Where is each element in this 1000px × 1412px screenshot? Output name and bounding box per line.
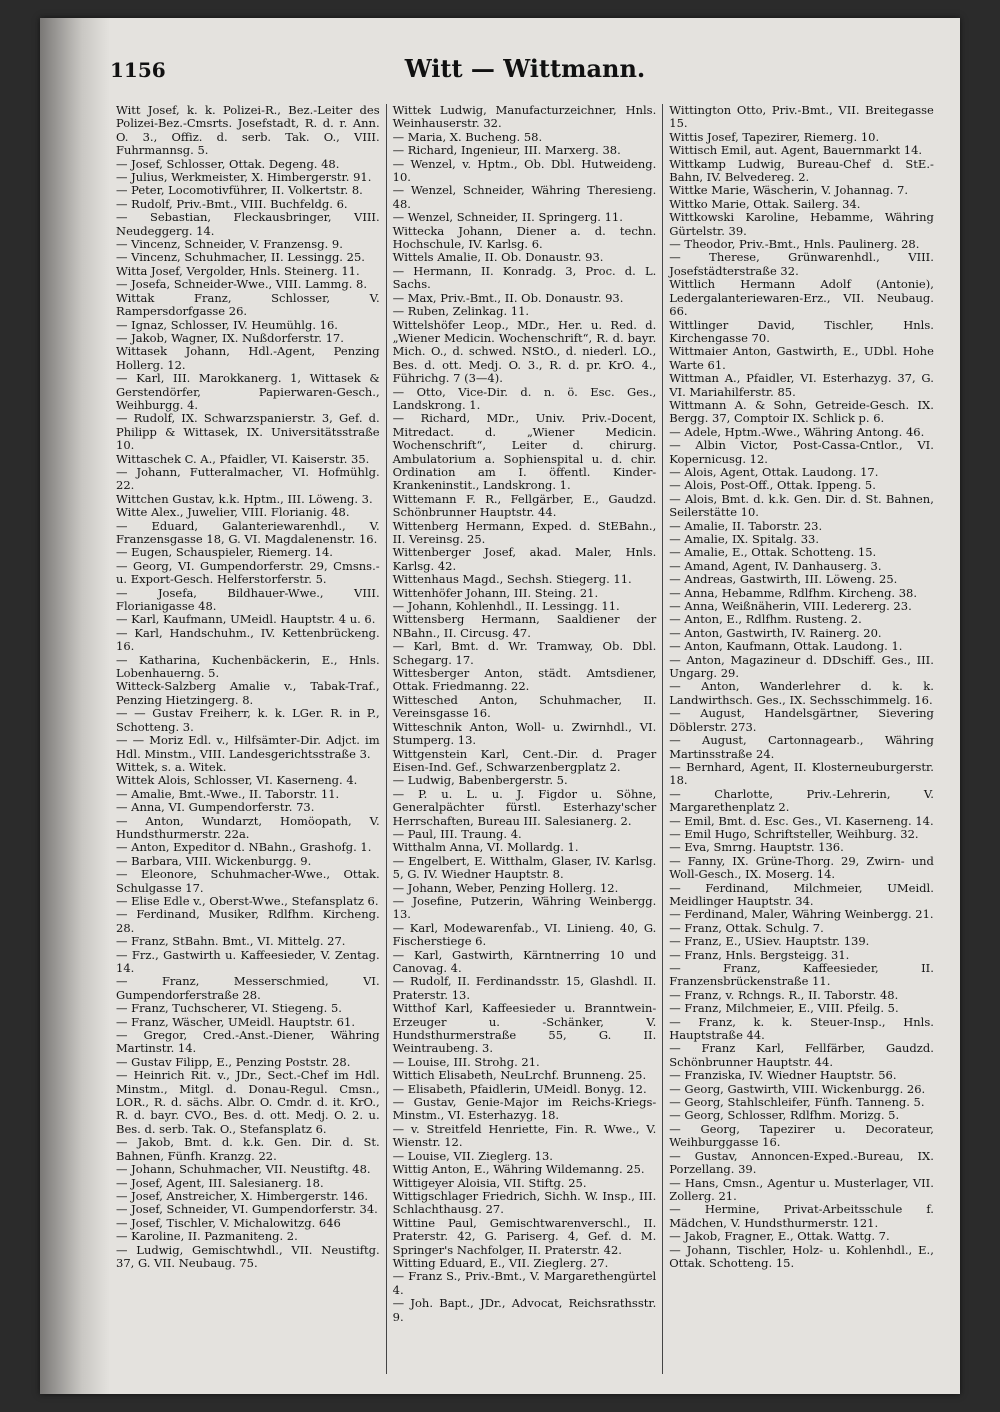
directory-entry: — Georg, Stahlschleifer, Fünfh. Tanneng. 5. [669,1095,925,1110]
directory-entry: — Amalie, E., Ottak. Schotteng. 15. [669,545,877,560]
directory-entry: — Georg, Tapezirer u. Decorateur, Weihburggasse 16. [669,1121,934,1150]
directory-entry: — Rudolf, Priv.-Bmt., VIII. Buchfeldg. 6. [116,196,348,211]
directory-entry: — Johann, Weber, Penzing Hollerg. 12. [392,880,619,895]
directory-entry: — Adele, Hptm.-Wwe., Währing Antong. 46. [669,424,925,439]
directory-entry: — Franz, Wäscher, UMeidl. Hauptstr. 61. [116,1014,355,1029]
directory-entry: — Anton, Magazineur d. DDschiff. Ges., III. Ungarg. 29. [669,652,934,681]
directory-entry: — Franz, StBahn. Bmt., VI. Mittelg. 27. [116,934,346,949]
directory-entry: Wittich Elisabeth, NeuLrchf. Brunneng. 25. [392,1068,647,1083]
directory-entry: — Johann, Tischler, Holz- u. Kohlenhdl., E., Ottak. Schotteng. 15. [669,1242,934,1270]
directory-entry: — Peter, Locomotivführer, II. Volkertstr. 8. [116,183,363,198]
directory-entry: — Ferdinand, Maler, Währing Weinbergg. 21. [669,907,934,922]
directory-entry: — Anna, VI. Gumpendorferstr. 73. [116,800,315,815]
directory-entry: — Karl, Modewarenfab., VI. Linieng. 40, G. Fischerstiege 6. [392,920,657,949]
directory-entry: Witteschnik Anton, Woll- u. Zwirnhdl., VI. Stumperg. 13. [392,719,657,748]
directory-entry: — Anton, Wundarzt, Homöopath, V. Hundsthurmerstr. 22a. [116,813,380,841]
directory-entry: Wittington Otto, Priv.-Bmt., VII. Breitegasse 15. [669,104,934,131]
directory-entry: — Franz S., Priv.-Bmt., V. Margarethengürtel 4. [392,1269,657,1297]
directory-entry: Wittmann A. & Sohn, Getreide-Gesch. IX. Bergg. 37, Comptoir IX. Schlick p. 6. [669,397,934,426]
directory-entry: — Georg, VI. Gumpendorferstr. 29, Cmsns.- u. Export-Gesch. Helferstorferstr. 5. [116,558,380,587]
directory-entry: Wittenhaus Magd., Sechsh. Stiegerg. 11. [392,572,632,587]
directory-entry: — Josef, Tischler, V. Michalowitzg. 646 [116,1215,341,1230]
directory-entry: Witthof Karl, Kaffeesieder u. Branntwein-Erzeuger u. -Schänker, V. Hundsthurmerstraße 55, G. II. Weintraubeng. 3. [392,1001,657,1056]
directory-entry: — Anton, Kaufmann, Ottak. Laudong. 1. [669,639,903,654]
directory-entry: — Frz., Gastwirth u. Kaffeesieder, V. Zentag. 14. [116,947,380,975]
directory-entry: — Gustav Filipp, E., Penzing Poststr. 28. [116,1054,351,1069]
directory-entry: — Emil, Bmt. d. Esc. Ges., VI. Kaserneng. 14. [669,813,934,828]
directory-entry: — Ludwig, Gemischtwhdl., VII. Neustiftg. 37, G. VII. Neubaug. 75. [116,1242,380,1270]
directory-entry: — Richard, MDr., Univ. Priv.-Docent, Mitredact. d. „Wiener Medicin. Wochenschrift“, Leiter d. chirurg. Ambulatorium a. Sophienspital u. d. chir. Ordination am I. öffentl. Kinder-Krankeninstit., Landskrong. 1. [392,411,657,493]
directory-entry: Wittenberger Josef, akad. Maler, Hnls. Karlsg. 42. [392,545,657,573]
directory-entry: Wittkowski Karoline, Hebamme, Währing Gürtelstr. 39. [669,210,934,238]
directory-entry: Wittchen Gustav, k.k. Hptm., III. Löweng. 3. [116,491,373,506]
directory-entry: — Max, Priv.-Bmt., II. Ob. Donaustr. 93. [392,290,624,305]
directory-entry: — Therese, Grünwarenhdl., VIII. Josefstädterstraße 32. [669,250,934,278]
directory-entry: Wittesberger Anton, städt. Amtsdiener, Ottak. Friedmanng. 22. [392,666,657,694]
directory-entry: — Julius, Werkmeister, X. Himbergerstr. 91. [116,170,372,185]
directory-entry: — Rudolf, II. Ferdinandsstr. 15, Glashdl. II. Praterstr. 13. [392,974,657,1002]
directory-entry: Witting Eduard, E., VII. Zieglerg. 27. [392,1255,609,1270]
directory-page [40,18,960,1394]
directory-entry: — Richard, Ingenieur, III. Marxerg. 38. [392,143,621,158]
directory-entry: — Elisabeth, Pfaidlerin, UMeidl. Bonyg. 12. [392,1081,647,1096]
directory-entry: Witt Josef, k. k. Polizei-R., Bez.-Leiter des Polizei-Bez.-Cmsrts. Josefstadt, R. d. r. Ann. O. 3., Offiz. d. serb. Tak. O., VIII. Fuhrmannsg. 5. [116,104,380,158]
directory-entry: Wittelshöfer Leop., MDr., Her. u. Red. d. „Wiener Medicin. Wochenschrift“, R. d. bayr. Mich. O., d. schwed. NStO., d. niederl. LO., Bes. d. ott. Medj. O. 3., R. d. pr. KrO. 4., Führichg. 7 (3—4). [392,317,657,386]
directory-entry: — Bernhard, Agent, II. Klosterneuburgerstr. 18. [669,759,934,788]
directory-entry: — Otto, Vice-Dir. d. n. ö. Esc. Ges., Landskrong. 1. [392,384,657,412]
directory-entry: — Vincenz, Schuhmacher, II. Lessingg. 25. [116,250,365,265]
directory-entry: — Franziska, IV. Wiedner Hauptstr. 56. [669,1068,897,1083]
directory-entry: — Anna, Weißnäherin, VIII. Ledererg. 23. [669,599,912,614]
directory-entry: — Charlotte, Priv.-Lehrerin, V. Margarethenplatz 2. [669,786,934,815]
directory-entry: Wittenberg Hermann, Exped. d. StEBahn., II. Vereinsg. 25. [392,518,657,546]
directory-entry: — Wenzel, Schneider, Währing Theresieng. 48. [392,183,657,211]
directory-entry: — Karl, Kaufmann, UMeidl. Hauptstr. 4 u. 6. [116,612,376,627]
directory-entry: — August, Handelsgärtner, Sievering Döblerstr. 273. [669,706,934,734]
directory-entry: Wittensberg Hermann, Saaldiener der NBahn., II. Circusg. 47. [392,612,657,640]
directory-entry: Wittisch Emil, aut. Agent, Bauernmarkt 14. [669,143,923,158]
directory-entry: — Anna, Hebamme, Rdlfhm. Kircheng. 38. [669,585,918,600]
directory-entry: Witteck-Salzberg Amalie v., Tabak-Traf., Penzing Hietzingerg. 8. [116,679,380,707]
directory-entry: — Jakob, Bmt. d. k.k. Gen. Dir. d. St. Bahnen, Fünfh. Kranzg. 22. [116,1135,380,1163]
directory-entry: Wittlinger David, Tischler, Hnls. Kirchengasse 70. [669,317,934,345]
directory-entry: — Josef, Anstreicher, X. Himbergerstr. 146. [116,1188,369,1203]
directory-entry: — Theodor, Priv.-Bmt., Hnls. Paulinerg. 28. [669,237,920,252]
directory-entry: — Jakob, Wagner, IX. Nußdorferstr. 17. [116,330,344,345]
directory-entry: Wittlich Hermann Adolf (Antonie), Ledergalanteriewaren-Erz., VII. Neubaug. 66. [669,277,934,319]
directory-entry: — Ferdinand, Musiker, Rdlfhm. Kircheng. 28. [116,907,380,935]
directory-entry: — Gustav, Annoncen-Exped.-Bureau, IX. Porzellang. 39. [669,1148,934,1177]
directory-entry: — Barbara, VIII. Wickenburgg. 9. [116,853,312,868]
directory-entry: — Johann, Schuhmacher, VII. Neustiftg. 48. [116,1162,371,1177]
directory-entry: Wittek Ludwig, Manufacturzeichner, Hnls. Weinhauserstr. 32. [392,104,657,131]
directory-entry: — Gregor, Cred.-Anst.-Diener, Währing Martinstr. 14. [116,1028,380,1056]
directory-entry: — Eduard, Galanteriewarenhdl., V. Franzensgasse 18, G. VI. Magdalenenstr. 16. [116,518,380,546]
directory-entry: — Franz, v. Rchngs. R., II. Taborstr. 48. [669,987,899,1002]
column-2 [387,104,664,1374]
directory-entry: — Amalie, IX. Spitalg. 33. [669,532,820,546]
directory-entry: — Karl, Bmt. d. Wr. Tramway, Ob. Dbl. Schegarg. 17. [392,639,657,667]
directory-entry: — Franz, Ottak. Schulg. 7. [669,920,824,935]
directory-entry: — Karl, Handschuhm., IV. Kettenbrückeng. 16. [116,625,380,654]
directory-entry: Wittis Josef, Tapezirer, Riemerg. 10. [669,129,880,144]
directory-entry: — Amalie, II. Taborstr. 23. [669,518,823,533]
directory-entry: — Franz, Hnls. Bergsteigg. 31. [669,947,850,962]
directory-entry: Wittig Anton, E., Währing Wildemanng. 25. [392,1162,645,1177]
directory-entry: — Anton, Wanderlehrer d. k. k. Landwirthsch. Ges., IX. Sechsschimmelg. 16. [669,679,934,707]
directory-entry: — Ferdinand, Milchmeier, UMeidl. Meidlinger Hauptstr. 34. [669,880,934,908]
directory-entry: Wittesched Anton, Schuhmacher, II. Vereinsgasse 16. [392,692,657,721]
directory-entry: — Anton, E., Rdlfhm. Rusteng. 2. [669,612,862,627]
directory-entry: — Andreas, Gastwirth, III. Löweng. 25. [669,572,898,587]
directory-entry: — Ludwig, Babenbergerstr. 5. [392,773,568,788]
directory-entry: Wittaschek C. A., Pfaidler, VI. Kaiserstr. 35. [116,451,370,466]
directory-entry: — Josefa, Bildhauer-Wwe., VIII. Florianigasse 48. [116,585,380,614]
directory-entry: — Franz Karl, Fellfärber, Gaudzd. Schönbrunner Hauptstr. 44. [669,1041,934,1069]
directory-entry: — Josef, Agent, III. Salesianerg. 18. [116,1175,324,1190]
directory-entry: — Hermann, II. Konradg. 3, Proc. d. L. Sachs. [392,263,657,292]
directory-entry: — Georg, Schlosser, Rdlfhm. Morizg. 5. [669,1108,900,1123]
directory-entry: — Engelbert, E. Witthalm, Glaser, IV. Karlsg. 5, G. IV. Wiedner Hauptstr. 8. [392,853,657,882]
directory-entry: — Wenzel, Schneider, II. Springerg. 11. [392,210,623,225]
directory-entry: — v. Streitfeld Henriette, Fin. R. Wwe., V. Wienstr. 12. [392,1121,657,1150]
page-number: 1156 [110,58,166,82]
directory-entry: Wittkamp Ludwig, Bureau-Chef d. StE.-Bahn, IV. Belvedereg. 2. [669,156,934,185]
column-3 [663,104,940,1374]
directory-entry: — Franz, k. k. Steuer-Insp., Hnls. Hauptstraße 44. [669,1014,934,1043]
directory-entry: — — Gustav Freiherr, k. k. LGer. R. in P., Schotteng. 3. [116,706,380,734]
directory-entry: — Katharina, Kuchenbäckerin, E., Hnls. Lobenhauerng. 5. [116,652,380,681]
directory-entry: — Josef, Schneider, VI. Gumpendorferstr. 34. [116,1202,378,1217]
directory-entry: Wittecka Johann, Diener a. d. techn. Hochschule, IV. Karlsg. 6. [392,223,657,252]
directory-entry: — Franz, Tuchscherer, VI. Stiegeng. 5. [116,1001,342,1016]
directory-entry: — Amand, Agent, IV. Danhauserg. 3. [669,558,882,573]
directory-entry: — Anton, Expeditor d. NBahn., Grashofg. 1. [116,840,372,855]
directory-entry: — Heinrich Rit. v., JDr., Sect.-Chef im Hdl. Minstm., Mitgl. d. Donau-Regul. Cmsn., LOR., R. d. sächs. Albr. O. Cmdr. d. it. KrO., R. d. bayr. CVO., Bes. d. ott. Medj. O. 2. u. Bes. d. serb. Tak. O., Stefansplatz 6. [116,1068,380,1136]
directory-entry: Wittko Marie, Ottak. Sailerg. 34. [669,196,861,211]
directory-entry: Wittman A., Pfaidler, VI. Esterhazyg. 37, G. VI. Mariahilferstr. 85. [669,371,934,399]
directory-entry: — Wenzel, v. Hptm., Ob. Dbl. Hutweideng. 10. [392,156,657,185]
directory-entry: Witta Josef, Vergolder, Hnls. Steinerg. 11. [116,263,360,278]
directory-entry: — Eva, Smrng. Hauptstr. 136. [669,840,844,855]
directory-entry: — Johann, Futteralmacher, VI. Hofmühlg. 22. [116,464,380,493]
directory-entry: — August, Cartonnagearb., Währing Martinsstraße 24. [669,733,934,761]
directory-entry: Witthalm Anna, VI. Mollardg. 1. [392,840,579,855]
column-1 [110,104,387,1374]
directory-entry: — Paul, III. Traung. 4. [392,826,522,841]
directory-entry: Wittasek Johann, Hdl.-Agent, Penzing Hollerg. 12. [116,344,380,372]
directory-entry: — Maria, X. Bucheng. 58. [392,129,543,144]
directory-entry: Wittek, s. a. Witek. [116,759,227,774]
directory-entry: — Josef, Schlosser, Ottak. Degeng. 48. [116,156,340,171]
directory-entry: — Josefa, Schneider-Wwe., VIII. Lammg. 8. [116,277,367,292]
directory-entry: — Karoline, II. Pazmaniteng. 2. [116,1229,298,1244]
directory-entry: — Amalie, Bmt.-Wwe., II. Taborstr. 11. [116,786,340,801]
directory-entry: Wittigschlager Friedrich, Sichh. W. Insp., III. Schlachthausg. 27. [392,1188,657,1217]
directory-entry: — Vincenz, Schneider, V. Franzensg. 9. [116,237,343,252]
directory-columns [110,104,940,1374]
directory-entry: — Alois, Agent, Ottak. Laudong. 17. [669,464,879,479]
directory-entry: — Elise Edle v., Oberst-Wwe., Stefansplatz 6. [116,893,379,908]
directory-entry: Wittemann F. R., Fellgärber, E., Gaudzd. Schönbrunner Hauptstr. 44. [392,491,657,520]
directory-entry: — Louise, VII. Zieglerg. 13. [392,1148,553,1163]
directory-entry: — Anton, Gastwirth, IV. Rainerg. 20. [669,625,882,640]
directory-entry: — Josefine, Putzerin, Währing Weinbergg. 13. [392,893,657,922]
directory-entry: — Sebastian, Fleckausbringer, VIII. Neudeggerg. 14. [116,210,380,238]
directory-entry: — Hermine, Privat-Arbeitsschule f. Mädchen, V. Hundsthurmerstr. 121. [669,1202,934,1230]
directory-entry: — Jakob, Fragner, E., Ottak. Wattg. 7. [669,1229,890,1244]
directory-entry: — Franz, Messerschmied, VI. Gumpendorferstraße 28. [116,974,380,1002]
directory-entry: — Joh. Bapt., JDr., Advocat, Reichsrathsstr. 9. [392,1296,657,1324]
page-gutter [40,18,110,1394]
directory-entry: — Louise, III. Strohg. 21. [392,1054,540,1069]
directory-entry: — Franz, Kaffeesieder, II. Franzensbrückenstraße 11. [669,961,934,989]
directory-entry: — Ignaz, Schlosser, IV. Heumühlg. 16. [116,317,338,332]
directory-entry: — Johann, Kohlenhdl., II. Lessingg. 11. [392,599,620,614]
directory-entry: Wittine Paul, Gemischtwarenverschl., II. Praterstr. 42, G. Pariserg. 4, Gef. d. M. Springer's Nachfolger, II. Praterstr. 42. [392,1215,657,1257]
directory-entry: — Hans, Cmsn., Agentur u. Musterlager, VII. Zollerg. 21. [669,1175,934,1203]
directory-entry: — Alois, Bmt. d. k.k. Gen. Dir. d. St. Bahnen, Seilerstätte 10. [669,491,934,520]
directory-entry: Wittels Amalie, II. Ob. Donaustr. 93. [392,250,604,265]
directory-entry: — Emil Hugo, Schriftsteller, Weihburg. 32. [669,826,919,841]
directory-entry: — Karl, Gastwirth, Kärntnerring 10 und Canovag. 4. [392,947,657,975]
directory-entry: Wittmaier Anton, Gastwirth, E., UDbl. Hohe Warte 61. [669,344,934,372]
directory-entry: Wittak Franz, Schlosser, V. Rampersdorfgasse 26. [116,290,380,319]
directory-entry: — Fanny, IX. Grüne-Thorg. 29, Zwirn- und Woll-Gesch., IX. Moserg. 14. [669,853,934,882]
directory-entry: — Franz, E., USiev. Hauptstr. 139. [669,934,870,949]
directory-entry: — Franz, Milchmeier, E., VIII. Pfeilg. 5. [669,1001,899,1016]
directory-entry: Wittenhöfer Johann, III. Steing. 21. [392,585,599,600]
directory-entry: — Eleonore, Schuhmacher-Wwe., Ottak. Schulgasse 17. [116,867,380,895]
directory-entry: — Karl, III. Marokkanerg. 1, Wittasek & Gerstendörfer, Papierwaren-Gesch., Weihburgg. 4. [116,371,380,412]
directory-entry: — P. u. L. u. J. Figdor u. Söhne, Generalpächter fürstl. Esterhazy'scher Herrschaften, Bureau III. Salesianerg. 2. [392,786,657,828]
directory-entry: — — Moriz Edl. v., Hilfsämter-Dir. Adjct. im Hdl. Minstm., VIII. Landesgerichtsstraße 3. [116,733,380,761]
directory-entry: Wittek Alois, Schlosser, VI. Kaserneng. 4. [116,773,358,788]
directory-entry: — Ruben, Zelinkag. 11. [392,304,530,319]
directory-entry: — Gustav, Genie-Major im Reichs-Kriegs-Minstm., VI. Esterhazyg. 18. [392,1095,657,1123]
directory-entry: Wittigeyer Aloisia, VII. Stiftg. 25. [392,1175,587,1190]
directory-entry: — Eugen, Schauspieler, Riemerg. 14. [116,545,333,560]
page-header [110,54,940,98]
directory-entry: Wittgenstein Karl, Cent.-Dir. d. Prager Eisen-Ind. Gef., Schwarzenbergplatz 2. [392,746,657,774]
directory-entry: — Georg, Gastwirth, VIII. Wickenburgg. 26. [669,1081,926,1096]
directory-entry: — Albin Victor, Post-Cassa-Cntlor., VI. Kopernicusg. 12. [669,438,934,466]
directory-entry: — Rudolf, IX. Schwarzspanierstr. 3, Gef. d. Philipp & Wittasek, IX. Universitätsstraße 10. [116,411,380,453]
directory-entry: — Alois, Post-Off., Ottak. Ippeng. 5. [669,478,876,493]
running-title: Witt — Wittmann. [404,54,646,83]
directory-entry: Wittke Marie, Wäscherin, V. Johannag. 7. [669,183,908,198]
directory-entry: Witte Alex., Juwelier, VIII. Florianig. 48. [116,505,350,520]
